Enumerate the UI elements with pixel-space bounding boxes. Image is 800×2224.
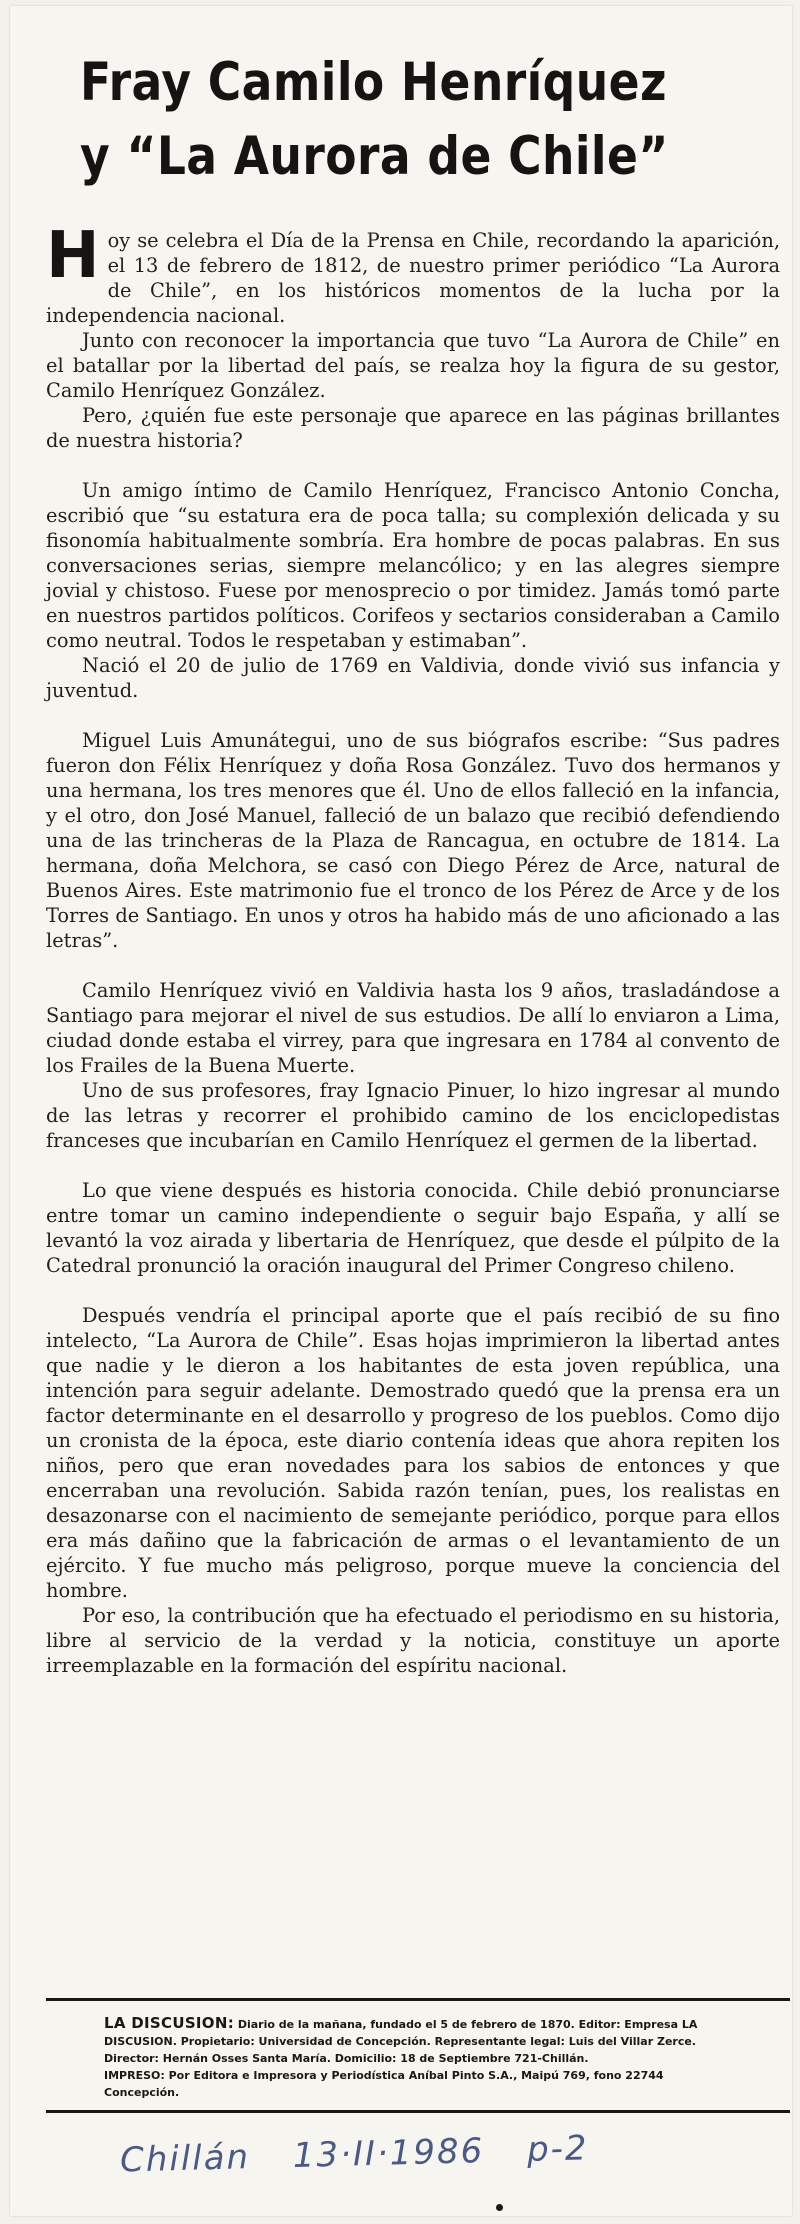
masthead-info <box>104 2015 754 2101</box>
headline-line-1: Fray Camilo Henríquez <box>80 52 667 113</box>
handwritten-city: Chillán <box>119 2137 251 2181</box>
masthead-top-rule <box>46 1998 790 2001</box>
handwritten-page: p-2 <box>526 2128 590 2170</box>
article-paragraph-1 <box>46 219 780 328</box>
article-paragraph-7: Camilo Henríquez vivió en Valdivia hasta los 9 años, trasladándose a Santiago para mejorar el nivel de sus estudios. De allí lo enviaron a Lima, ciudad donde estaba el virrey, para que ingresara en 1784 al convento de los Frailes de la Buena Muerte. <box>46 979 780 1077</box>
paragraph-text: oy se celebra el Día de la Prensa en Chile, recordando la aparición, el 13 de febrero de 1812, de nuestro primer periódico “La Aurora de Chile”, en los históricos momentos de la lucha por la independencia nacional. <box>46 229 780 327</box>
article-paragraph-9: Lo que viene después es historia conocida. Chile debió pronunciarse entre tomar un camino independiente o seguir bajo España, y allí se levantó la voz airada y libertaria de Henríquez, que desde el púlpito de la Catedral pronunció la oración inaugural del Primer Congreso chileno. <box>46 1179 780 1277</box>
article-paragraph-3: Pero, ¿quién fue este personaje que aparece en las páginas brillantes de nuestra historia? <box>46 404 780 452</box>
masthead-line-1: LA DISCUSION: Diario de la mañana, fundado el 5 de febrero de 1870. Editor: Empresa LA <box>104 2014 698 2032</box>
masthead-line-2: DISCUSION. Propietario: Universidad de Concepción. Representante legal: Luis del Villar Zerce. <box>104 2035 696 2048</box>
headline-line-2: y “La Aurora de Chile” <box>80 126 669 187</box>
article-paragraph-10: Después vendría el principal aporte que el país recibió de su fino intelecto, “La Aurora de Chile”. Esas hojas imprimieron la libertad antes que nadie y le dieron a los habitantes de esta joven república, una intención para seguir adelante. Demostrado quedó que la prensa era un factor determinante en el desarrollo y progreso de los pueblos. Como dijo un cronista de la época, este diario contenía ideas que ahora repiten los niños, pero que eran novedades para los sabios de entonces y que encerraban una revolución. Sabida razón tenían, pues, los realistas en desazonarse con el nacimiento de semejante periódico, porque para ellos era más dañino que la fabricación de armas o el levantamiento de un ejército. Y fue mucho más peligroso, porque mueve la conciencia del hombre. <box>46 1304 780 1602</box>
masthead-line-4: IMPRESO: Por Editora e Impresora y Periodística Aníbal Pinto S.A., Maipú 769, fono 22744 <box>104 2069 664 2082</box>
masthead-bottom-rule <box>46 2110 790 2113</box>
headline <box>80 46 669 194</box>
paper-name: LA DISCUSION: <box>104 2014 235 2032</box>
handwritten-annotation <box>120 2127 619 2180</box>
article-paragraph-8: Uno de sus profesores, fray Ignacio Pinuer, lo hizo ingresar al mundo de las letras y recorrer el prohibido camino de los enciclopedistas franceses que incubarían en Camilo Henríquez el germen de la libertad. <box>46 1079 780 1152</box>
article-body <box>46 219 780 1678</box>
article-paragraph-6: Miguel Luis Amunátegui, uno de sus biógrafos escribe: “Sus padres fueron don Félix Henríquez y doña Rosa González. Tuvo dos hermanos y una hermana, los tres menores que él. Uno de ellos falleció en la infancia, y el otro, don José Manuel, falleció de un balazo que recibió defendiendo una de las trincheras de la Plaza de Rancagua, en octubre de 1814. La hermana, doña Melchora, se casó con Diego Pérez de Arce, natural de Buenos Aires. Este matrimonio fue el tronco de los Pérez de Arce y de los Torres de Santiago. En unos y otros ha habido más de uno aficionado a las letras”. <box>46 729 780 952</box>
masthead-line-3: Director: Hernán Osses Santa María. Domicilio: 18 de Septiembre 721-Chillán. <box>104 2052 589 2065</box>
newspaper-clipping <box>10 6 792 2216</box>
ink-dot <box>496 2204 503 2211</box>
article-paragraph-4: Un amigo íntimo de Camilo Henríquez, Francisco Antonio Concha, escribió que “su estatura era de poca talla; su complexión delicada y su fisonomía habitualmente sombría. Era hombre de pocas palabras. En sus conversaciones serias, siempre melancólico; y en las alegres siempre jovial y chistoso. Fuese por menosprecio o por timidez. Jamás tomó parte en nuestros partidos políticos. Corifeos y sectarios consideraban a Camilo como neutral. Todos le respetaban y estimaban”. <box>46 479 780 652</box>
article-paragraph-11: Por eso, la contribución que ha efectuado el periodismo en su historia, libre al servicio de la verdad y la noticia, constituye un aporte irreemplazable en la formación del espíritu nacional. <box>46 1604 780 1677</box>
article-paragraph-2: Junto con reconocer la importancia que tuvo “La Aurora de Chile” en el batallar por la libertad del país, se realza hoy la figura de su gestor, Camilo Henríquez González. <box>46 329 780 402</box>
masthead-line-5: Concepción. <box>104 2086 180 2099</box>
article-paragraph-5: Nació el 20 de julio de 1769 en Valdivia, donde vivió sus infancia y juventud. <box>46 654 780 702</box>
drop-cap: H <box>46 219 100 293</box>
handwritten-date: 13·II·1986 <box>292 2130 485 2176</box>
